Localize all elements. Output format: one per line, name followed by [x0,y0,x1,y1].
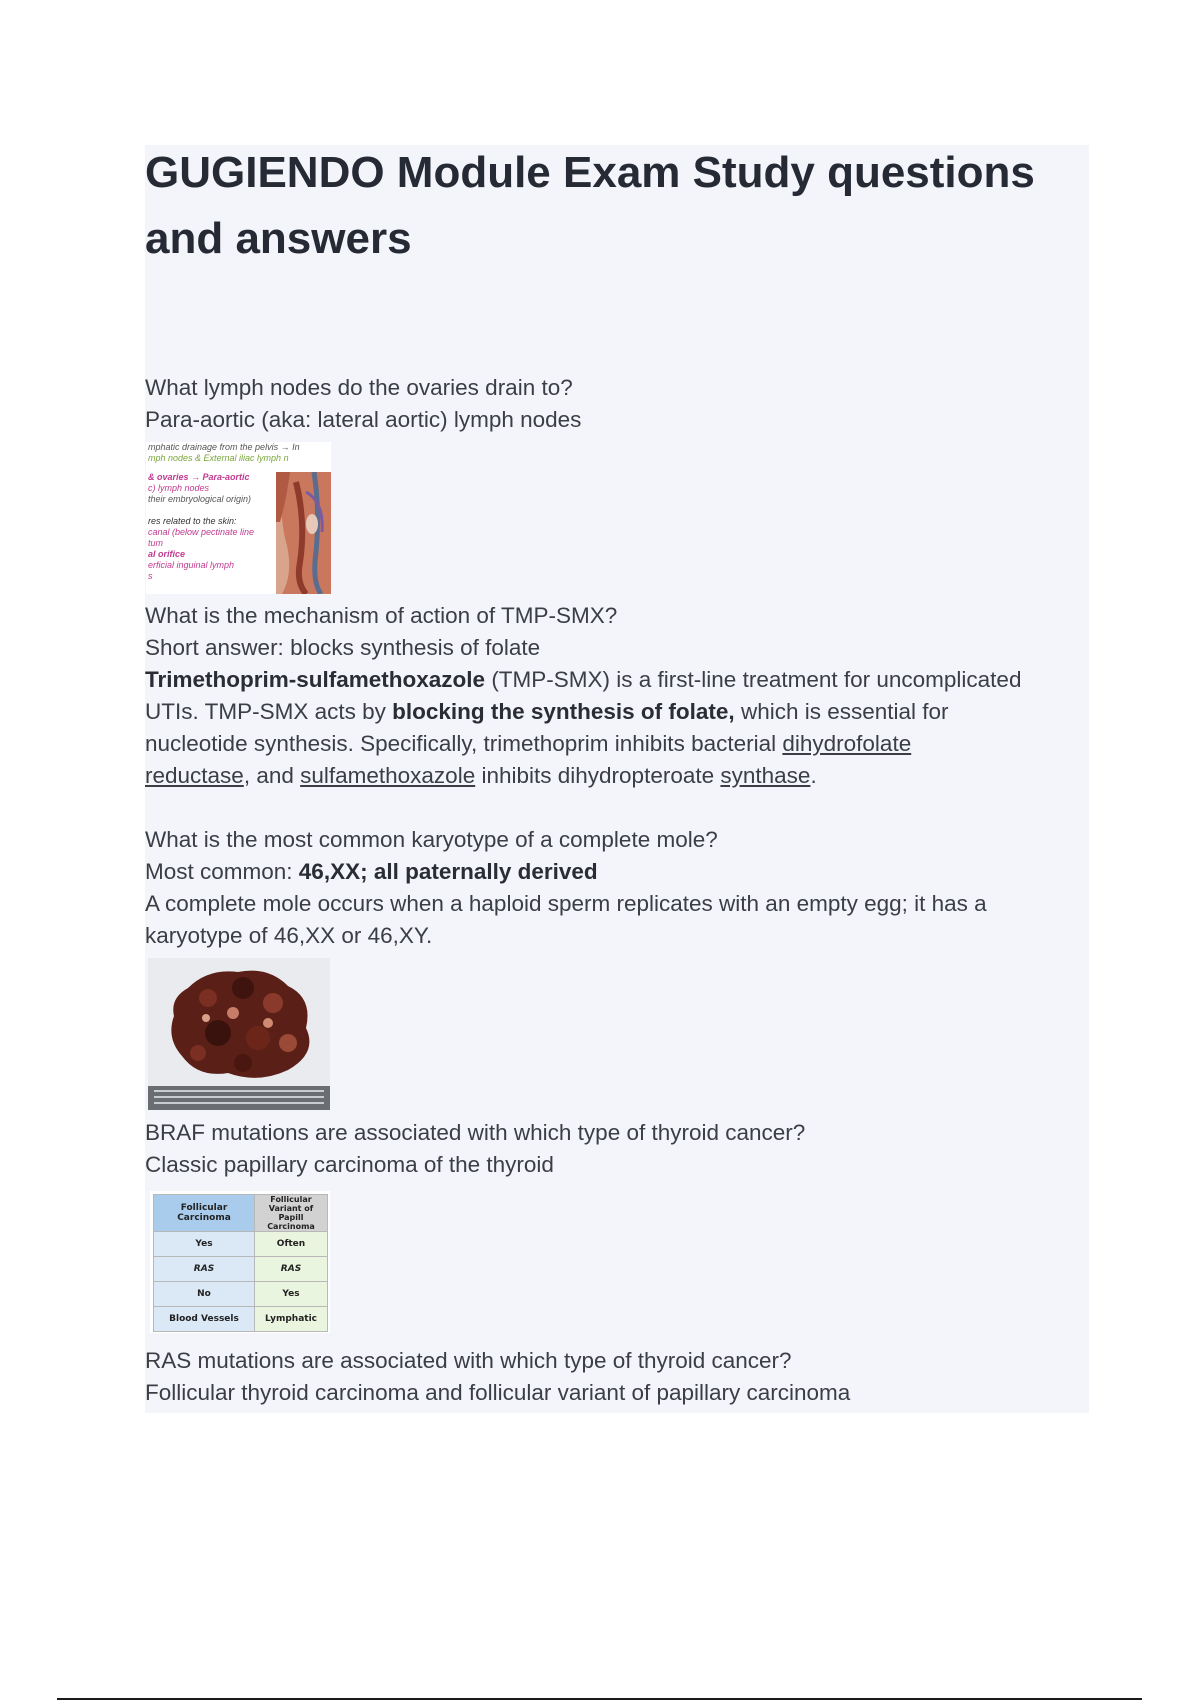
figure-text-line: & ovaries → Para-aortic [148,472,250,482]
link-reductase[interactable]: reductase [145,763,244,788]
table-row [154,1282,328,1307]
text-span: nucleotide synthesis. Specifically, trimethoprim inhibits bacterial [145,731,783,756]
short-answer-tmp-smx: Short answer: blocks synthesis of folate [145,635,541,660]
hydatidiform-mole-specimen-image [148,958,330,1110]
explanation-line: karyotype of 46,XX or 46,XY. [145,923,433,948]
figure-text-line: erficial inguinal lymph [148,560,235,570]
figure-text-line: s [148,571,153,581]
table-header-row [154,1195,328,1232]
drug-name-bold: Trimethoprim-sulfamethoxazole [145,667,486,692]
question-ovarian-lymph: What lymph nodes do the ovaries drain to? [145,375,573,400]
explanation-line [145,664,1021,696]
figure-text-line: their embryological origin) [148,494,252,504]
comparison-table [153,1194,328,1332]
figure-text-line: tum [148,538,164,548]
question-tmp-smx: What is the mechanism of action of TMP-SMX? [145,603,618,628]
question-ras: RAS mutations are associated with which type of thyroid cancer? [145,1348,792,1373]
table-cell: Often [255,1232,328,1257]
figure-text-line: al orifice [148,549,186,559]
figure-text-line: res related to the skin: [148,516,237,526]
table-row [154,1257,328,1282]
answer-braf: Classic papillary carcinoma of the thyroid [145,1152,554,1177]
table-cell: Yes [255,1282,328,1307]
answer-complete-mole [145,856,598,888]
explanation-line [145,728,911,760]
caption-line [154,1090,324,1092]
table-cell: Lymphatic [255,1307,328,1332]
link-sulfamethoxazole[interactable]: sulfamethoxazole [300,763,476,788]
table-row [154,1307,328,1332]
table-header-cell: Follicular Carcinoma [154,1195,255,1232]
table-cell: RAS [255,1257,328,1282]
table-cell: No [154,1282,255,1307]
table-row [154,1232,328,1257]
text-span: , and [243,763,301,788]
table-header-cell: Follicular Variant of Papill Carcinoma [255,1195,328,1232]
explanation-line [145,696,949,728]
text-span: . [810,763,817,788]
document-title: GUGIENDO Module Exam Study questions and answers [145,148,1035,263]
figure-text-line: c) lymph nodes [148,483,210,493]
text-span: (TMP-SMX) is a first-line treatment for uncomplicated [485,667,1022,692]
text-span: inhibits dihydropteroate [475,763,721,788]
image-caption-bar [148,1086,330,1110]
figure-text-line: canal (below pectinate line [148,527,255,537]
link-dihydrofolate[interactable]: dihydrofolate [782,731,912,756]
mechanism-bold: blocking the synthesis of folate, [392,699,735,724]
thyroid-carcinoma-comparison-table [150,1191,330,1333]
text-span: Most common: [145,859,299,884]
caption-line [154,1096,324,1098]
caption-line [154,1102,324,1104]
explanation-line [145,760,817,792]
text-span: which is essential for [734,699,949,724]
lymph-drainage-figure [146,442,331,594]
table-cell: RAS [154,1257,255,1282]
karyotype-bold: 46,XX; all paternally derived [298,859,598,884]
link-synthase[interactable]: synthase [720,763,811,788]
table-cell: Yes [154,1232,255,1257]
specimen-illustration [148,958,330,1086]
pelvis-anatomy-illustration [276,472,331,594]
text-span: UTIs. TMP-SMX acts by [145,699,393,724]
table-cell: Blood Vessels [154,1307,255,1332]
answer-ras: Follicular thyroid carcinoma and follicular variant of papillary carcinoma [145,1380,851,1405]
figure-text-line: mph nodes & External iliac lymph n [148,453,289,463]
explanation-line: A complete mole occurs when a haploid sperm replicates with an empty egg; it has a [145,891,987,916]
question-braf: BRAF mutations are associated with which type of thyroid cancer? [145,1120,806,1145]
figure-text-line: mphatic drainage from the pelvis → In [148,442,300,452]
answer-ovarian-lymph: Para-aortic (aka: lateral aortic) lymph nodes [145,407,582,432]
question-complete-mole: What is the most common karyotype of a complete mole? [145,827,718,852]
